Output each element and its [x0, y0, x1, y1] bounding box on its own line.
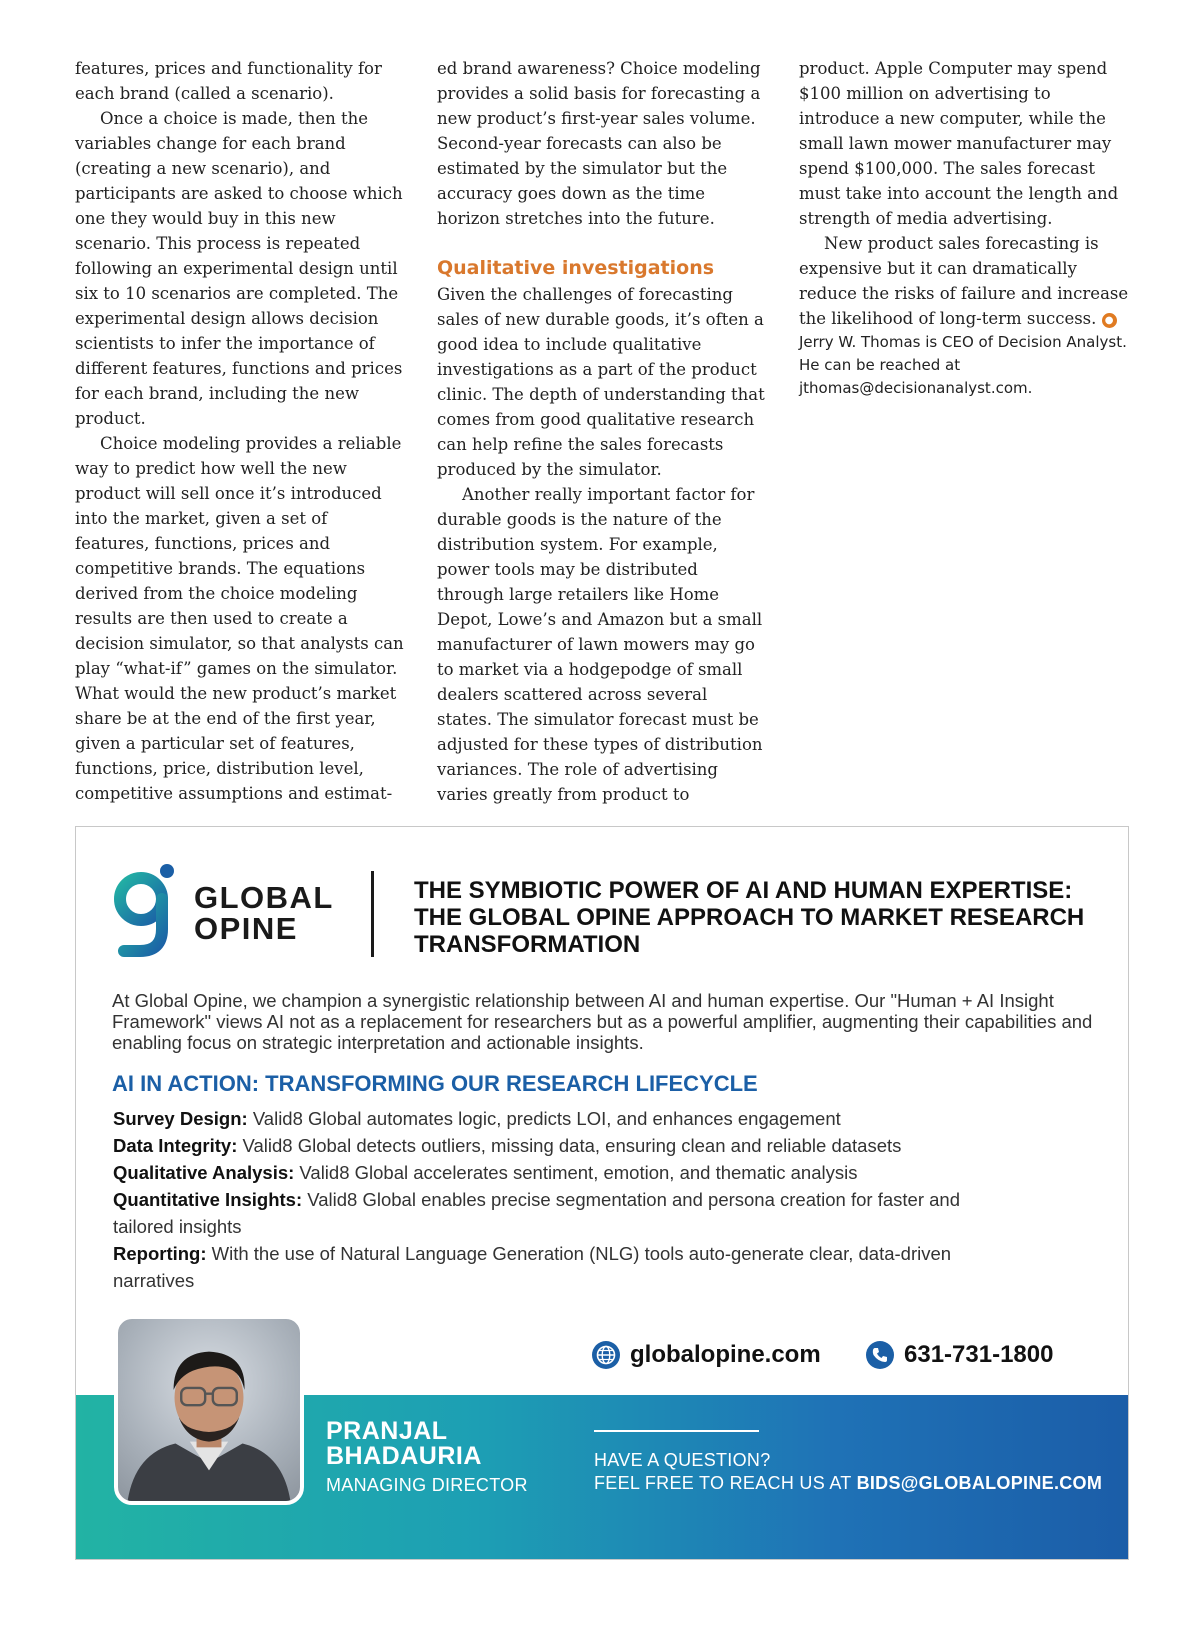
article-column-1: [75, 56, 405, 806]
person-last-name: BHADAURIA: [326, 1442, 482, 1470]
list-item-text: With the use of Natural Language Generation (NLG) tools auto-generate clear, data-driven narratives: [113, 1243, 952, 1291]
article-paragraph: features, prices and functionality for each brand (called a scenario).: [75, 59, 382, 103]
list-item-text: Valid8 Global detects outliers, missing data, ensuring clean and reliable datasets: [237, 1135, 902, 1156]
phone-contact[interactable]: [866, 1341, 1053, 1369]
author-bio: Jerry W. Thomas is CEO of Decision Analyst. He can be reached at jthomas@decisionanalyst.com.: [799, 333, 1127, 397]
logo-line: GLOBAL: [194, 880, 334, 915]
article-column-2: [437, 56, 767, 807]
end-of-article-icon: ●: [1102, 313, 1117, 328]
logo-line: OPINE: [194, 911, 298, 946]
article-paragraph: Another really important factor for durable goods is the nature of the distribution system. For example, power tools may be distributed through large retailers like Home Depot, Lowe’s and Amazon but a small manufacturer of lawn mowers may go to market via a hodgepodge of small dealers scattered across several states. The simulator forecast must be adjusted for these types of distribution variances. The role of advertising varies greatly from product to: [437, 485, 763, 804]
section-heading: Qualitative investigations: [437, 257, 715, 279]
list-item-label: Data Integrity:: [113, 1135, 238, 1156]
list-item: [113, 1159, 1023, 1186]
list-item-text: Valid8 Global enables precise segmentation and persona creation for faster and tailored insights: [113, 1189, 960, 1237]
phone-icon: [866, 1341, 894, 1369]
ad-subheading: AI IN ACTION: TRANSFORMING OUR RESEARCH LIFECYCLE: [112, 1071, 758, 1096]
article-paragraph: ed brand awareness? Choice modeling provides a solid basis for forecasting a new product’s first-year sales volume. Second-year forecasts can also be estimated by the simulator but the accuracy goes down as the time horizon stretches into the future.: [437, 59, 761, 228]
call-to-action: [594, 1449, 1102, 1495]
article-column-3: [799, 56, 1129, 400]
article-columns: [75, 56, 1130, 816]
list-item: [113, 1132, 1023, 1159]
list-item-label: Survey Design:: [113, 1108, 248, 1129]
globe-icon: [592, 1341, 620, 1369]
portrait-image: [118, 1319, 300, 1501]
logo-divider: [371, 871, 374, 957]
person-title: MANAGING DIRECTOR: [326, 1475, 528, 1495]
managing-director-photo: [114, 1315, 304, 1505]
list-item-text: Valid8 Global automates logic, predicts LOI, and enhances engagement: [247, 1108, 841, 1129]
ai-lifecycle-list: [113, 1105, 1023, 1294]
global-opine-wordmark: [194, 882, 334, 944]
cta-prefix: FEEL FREE TO REACH US AT: [594, 1473, 857, 1493]
article-paragraph: [799, 231, 1129, 331]
global-opine-advertisement: [75, 826, 1129, 1560]
list-item: [113, 1240, 1023, 1294]
person-first-name: PRANJAL: [326, 1417, 448, 1445]
cta-reach-us: [594, 1472, 1102, 1495]
article-paragraph: product. Apple Computer may spend $100 million on advertising to introduce a new computer, while the small lawn mower manufacturer may spend $100,000. The sales forecast must take into account the length and strength of media advertising.: [799, 59, 1119, 228]
article-paragraph: Once a choice is made, then the variables change for each brand (creating a new scenario), and participants are asked to choose which one they would buy in this new scenario. This process is repeated following an experimental design until six to 10 scenarios are completed. The experimental design allows decision scientists to infer the importance of different features, functions and prices for each brand, including the new product.: [75, 109, 403, 428]
website-contact[interactable]: [592, 1341, 821, 1369]
phone-number[interactable]: 631-731-1800: [904, 1341, 1054, 1368]
list-item-label: Reporting:: [113, 1243, 207, 1264]
article-paragraph: Given the challenges of forecasting sales of new durable goods, it’s often a good idea to include qualitative investigations as a part of the product clinic. The depth of understanding that comes from good qualitative research can help refine the sales forecasts produced by the simulator.: [437, 285, 765, 479]
website-link[interactable]: globalopine.com: [630, 1341, 821, 1368]
article-paragraph: Choice modeling provides a reliable way to predict how well the new product will sell once it’s introduced into the market, given a set of features, functions, prices and competitive brands. The equations derived from the choice modeling results are then used to create a decision simulator, so that analysts can play “what-if” games on the simulator. What would the new product’s market share be at the end of the first year, given a particular set of features, functions, price, distribution level, competitive assumptions and estimat-: [75, 434, 404, 803]
list-item-text: Valid8 Global accelerates sentiment, emotion, and thematic analysis: [294, 1162, 858, 1183]
list-item: [113, 1105, 1023, 1132]
cta-question: HAVE A QUESTION?: [594, 1450, 771, 1470]
person-name: [326, 1419, 482, 1469]
list-item-label: Quantitative Insights:: [113, 1189, 303, 1210]
email-link[interactable]: BIDS@GLOBALOPINE.COM: [856, 1473, 1103, 1493]
list-item-label: Qualitative Analysis:: [113, 1162, 295, 1183]
list-item: [113, 1186, 1023, 1240]
closing-text: New product sales forecasting is expensive but it can dramatically reduce the risks of failure and increase the likelihood of long-term success.: [799, 234, 1129, 328]
global-opine-logo-icon: [112, 863, 176, 959]
divider: [594, 1430, 759, 1432]
ad-intro: At Global Opine, we champion a synergistic relationship between AI and human expertise. Our "Human + AI Insight Framework" views AI not as a replacement for researchers but as a powerful amplifier, augmenting their capabilities and enabling focus on strategic interpretation and actionable insights.: [112, 990, 1093, 1053]
ad-headline: THE SYMBIOTIC POWER OF AI AND HUMAN EXPERTISE: THE GLOBAL OPINE APPROACH TO MARKET RESEARCH TRANSFORMATION: [414, 877, 1085, 958]
